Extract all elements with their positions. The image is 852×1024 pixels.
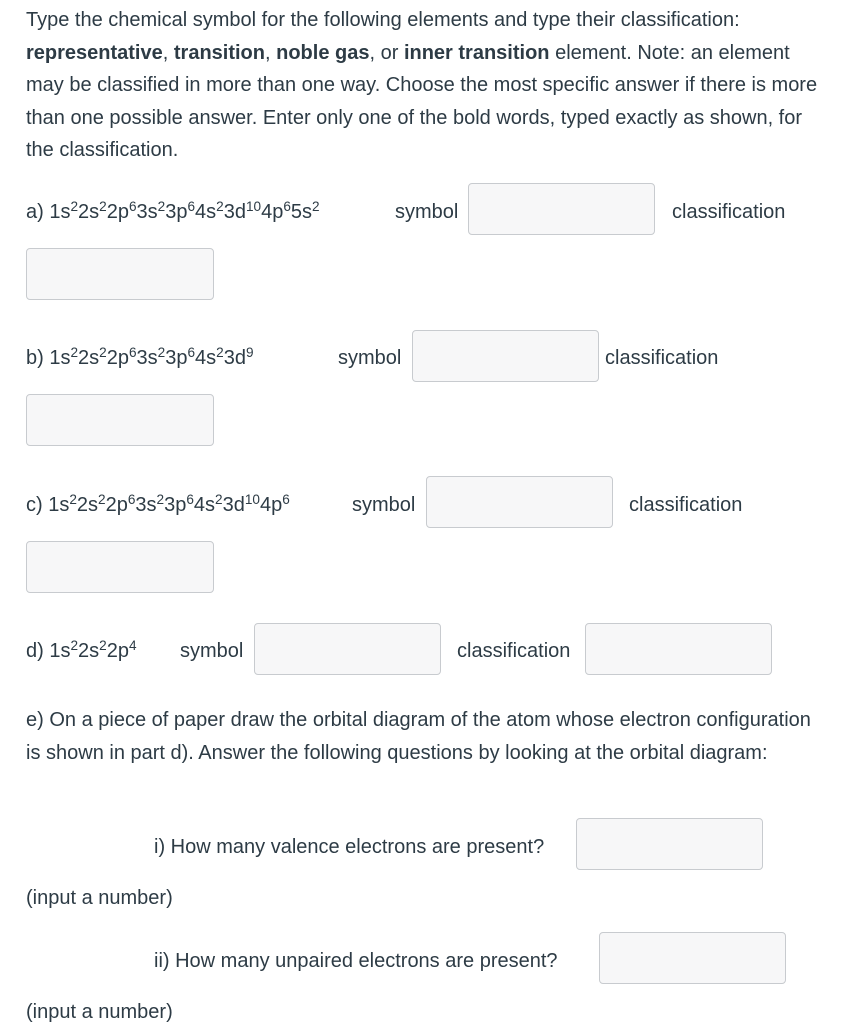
question-d-classification-input[interactable] [585, 623, 772, 675]
orbital-label: 3d [223, 201, 246, 223]
electron-configuration [49, 637, 137, 662]
orbital-label: 2p [106, 347, 129, 369]
electron-count: 2 [70, 344, 79, 360]
instructions-note: element. Note: an element may be classified in more than one way. Choose the most specific answer if there is more than one possible answer. Enter only one of the bold words, typed exactly as shown, for the classification. [26, 41, 818, 161]
question-d-classification-label: classification [457, 640, 571, 662]
separator: , or [369, 41, 404, 64]
electron-count: 9 [245, 344, 254, 360]
option-noble-gas: noble gas [276, 41, 370, 64]
question-c-symbol-input[interactable] [426, 476, 613, 528]
electron-count: 2 [99, 198, 107, 214]
question-b-classification-input[interactable] [26, 394, 214, 446]
question-d-config [26, 637, 137, 663]
orbital-label: 1s [49, 347, 71, 369]
question-d-label: d) [26, 640, 50, 662]
part-e-instructions: e) On a piece of paper draw the orbital diagram of the atom whose electron configuration is shown in part d). Answer the following questions by looking at the orbital diagram: [26, 709, 811, 764]
orbital-label: 4s [193, 494, 216, 516]
instructions-paragraph [26, 4, 826, 167]
orbital-label: 4p [259, 494, 283, 516]
electron-count: 2 [99, 637, 107, 653]
instructions-text: Type the chemical symbol for the following elements and type their classification: [26, 9, 740, 31]
question-b-label: b) [26, 347, 50, 369]
electron-configuration [48, 491, 290, 516]
orbital-label: 3s [136, 201, 158, 223]
electron-configuration [49, 344, 254, 369]
orbital-label: 2s [78, 347, 100, 369]
orbital-label: 2s [78, 640, 100, 662]
question-a-symbol-label: symbol [395, 201, 459, 223]
electron-count: 2 [70, 637, 79, 653]
electron-count: 6 [128, 344, 137, 360]
orbital-label: 2p [105, 494, 128, 516]
electron-configuration [49, 198, 320, 223]
orbital-label: 5s [290, 201, 313, 223]
question-b-classification-label: classification [605, 347, 719, 369]
option-transition: transition [173, 41, 265, 64]
orbital-label: 4s [195, 347, 217, 369]
electron-count: 2 [215, 491, 223, 507]
question-a-classification-label: classification [672, 201, 786, 223]
orbital-label: 3d [222, 494, 245, 516]
input-number-hint: (input a number) [26, 887, 173, 909]
question-b-config [26, 344, 254, 370]
question-a-symbol-input[interactable] [468, 183, 655, 235]
electron-count: 2 [216, 198, 224, 214]
electron-count: 10 [245, 198, 262, 214]
question-a-label: a) [26, 201, 50, 223]
option-inner-transition: inner transition [403, 41, 550, 64]
electron-count: 6 [187, 344, 196, 360]
question-c-classification-input[interactable] [26, 541, 214, 593]
electron-count: 6 [282, 491, 290, 507]
electron-count: 10 [244, 491, 260, 507]
electron-count: 2 [312, 198, 320, 214]
electron-count: 2 [98, 491, 106, 507]
electron-count: 4 [128, 637, 137, 653]
electron-count: 6 [283, 198, 291, 214]
orbital-label: 1s [48, 494, 70, 516]
electron-count: 6 [128, 198, 137, 214]
orbital-label: 3d [223, 347, 246, 369]
question-d-symbol-input[interactable] [254, 623, 441, 675]
question-d-symbol-label: symbol [180, 640, 244, 662]
electron-count: 6 [187, 198, 196, 214]
orbital-label: 1s [49, 201, 71, 223]
unpaired-electrons-input[interactable] [599, 932, 786, 984]
orbital-label: 2s [78, 201, 100, 223]
electron-count: 2 [157, 344, 166, 360]
question-c-label: c) [26, 494, 49, 516]
separator: , [162, 41, 174, 64]
question-a-classification-input[interactable] [26, 248, 214, 300]
orbital-label: 3s [136, 347, 158, 369]
electron-count: 2 [99, 344, 107, 360]
electron-count: 2 [156, 491, 165, 507]
question-c-symbol-label: symbol [352, 494, 416, 516]
question-b-symbol-label: symbol [338, 347, 402, 369]
electron-count: 2 [70, 198, 79, 214]
orbital-label: 2s [76, 494, 99, 516]
electron-count: 2 [69, 491, 77, 507]
electron-count: 6 [186, 491, 194, 507]
orbital-label: 4s [195, 201, 217, 223]
input-number-hint: (input a number) [26, 1001, 173, 1023]
electron-count: 6 [127, 491, 136, 507]
question-c-classification-label: classification [629, 494, 743, 516]
orbital-label: 2p [106, 640, 129, 662]
option-representative: representative [26, 41, 163, 64]
orbital-label: 4p [261, 201, 284, 223]
electron-count: 2 [157, 198, 166, 214]
orbital-label: 2p [106, 201, 129, 223]
valence-electrons-question: i) How many valence electrons are present? [154, 836, 545, 858]
valence-electrons-input[interactable] [576, 818, 763, 870]
question-c-config [26, 491, 290, 517]
orbital-label: 3p [165, 347, 188, 369]
orbital-label: 3p [165, 201, 188, 223]
orbital-label: 3p [164, 494, 187, 516]
electron-count: 2 [216, 344, 224, 360]
orbital-label: 1s [49, 640, 71, 662]
question-a-config [26, 198, 320, 224]
question-b-symbol-input[interactable] [412, 330, 599, 382]
unpaired-electrons-question: ii) How many unpaired electrons are present? [154, 950, 558, 972]
orbital-label: 3s [135, 494, 157, 516]
separator: , [265, 41, 277, 64]
